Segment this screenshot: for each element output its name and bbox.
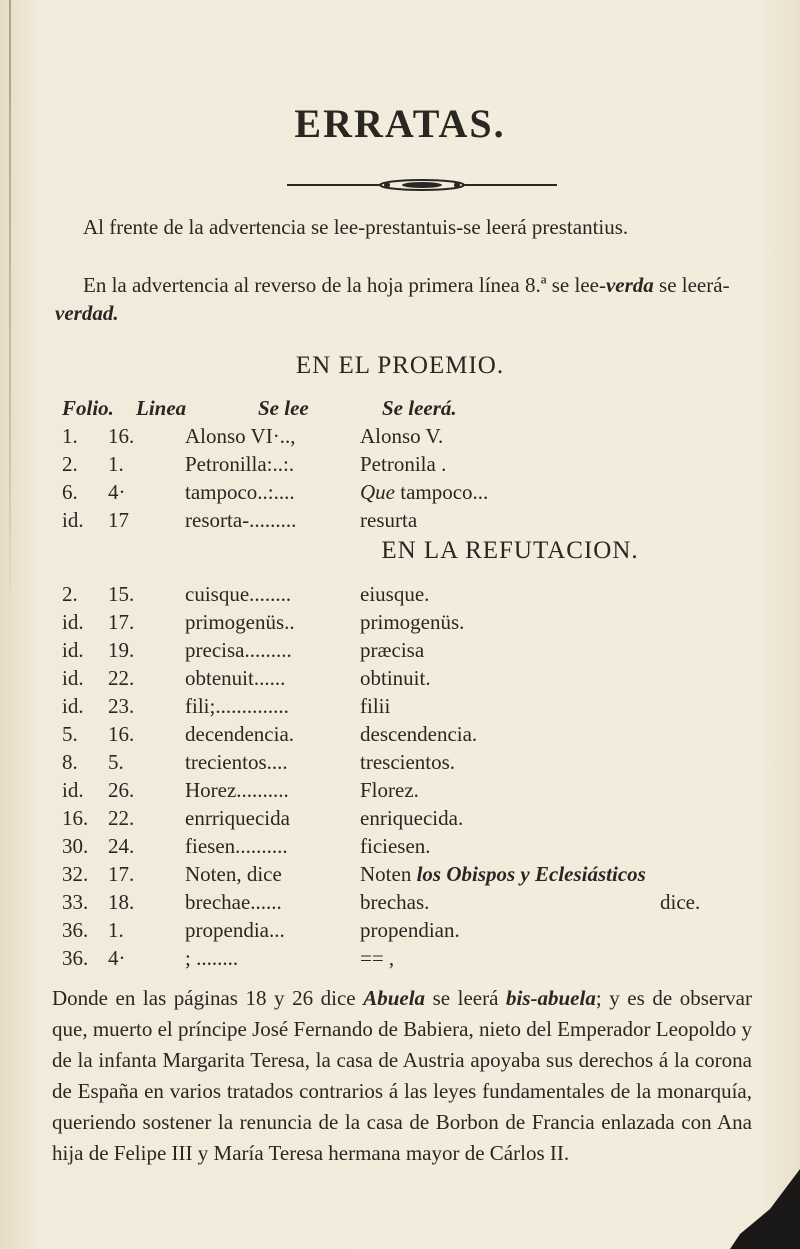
row-folio: 6. [62,480,78,504]
col-linea: Linea [136,396,187,420]
row-se-lee: resorta-......... [185,508,297,532]
errata-row [0,918,800,948]
row-linea: 22. [108,666,135,690]
row-se-lee: brechae...... [185,890,282,914]
intro-text-2b: verda [605,273,654,297]
row-se-leera: Alonso V. [360,424,444,448]
row-folio: id. [62,666,84,690]
row-se-lee: Alonso VI·.., [185,424,296,448]
row-folio: 36. [62,946,89,970]
row-folio: id. [62,778,84,802]
ink-blot-decoration [680,1159,800,1249]
row-se-leera: Que tampoco... [360,480,489,504]
row-linea: 18. [108,890,135,914]
row-linea: 1. [108,452,124,476]
row-linea: 16. [108,722,135,746]
row-se-leera: primogenüs. [360,610,465,634]
errata-row [0,452,800,482]
row-se-lee: decendencia. [185,722,295,746]
col-folio: Folio. [62,396,114,420]
row-se-lee: fiesen.......... [185,834,288,858]
row-se-leera: eiusque. [360,582,430,606]
errata-row [0,778,800,808]
row-folio: 16. [62,806,89,830]
row-se-leera: enriquecida. [360,806,464,830]
row-folio: id. [62,508,84,532]
col-se-leera: Se leerá. [382,396,457,420]
row-se-leera: resurta [360,508,418,532]
errata-row [0,946,800,976]
row-se-lee: tampoco..:.... [185,480,295,504]
row-se-lee: Horez.......... [185,778,289,802]
row-linea: 4· [108,946,126,970]
row-linea: 15. [108,582,135,606]
intro-text-1: Al frente de la advertencia se lee-prestantuis-se leerá prestantius. [83,215,629,239]
row-se-lee: trecientos.... [185,750,288,774]
errata-row [0,424,800,454]
row-se-lee: Petronilla:..:. [185,452,295,476]
row-linea: 19. [108,638,135,662]
closing-text-e: ; y es de observar que, muerto el príncipe José Fernando de Babiera, nieto del Emperador Leopoldo y de la infanta Margarita Teresa, la casa de Austria apoyaba sus derechos á la corona de España en varios tratados contrarios á las leyes fundamentales de la monarquía, queriendo sostener la renuncia de la casa de Borbon de Francia enlazada con Ana hija de Felipe III y María Teresa hermana mayor de Cárlos II. [52,986,752,1165]
row-folio: 36. [62,918,89,942]
intro-paragraph-1 [55,213,755,241]
errata-row [0,722,800,752]
errata-row [0,750,800,780]
row-se-leera: obtinuit. [360,666,431,690]
row-linea: 26. [108,778,135,802]
closing-text-a: Donde en las páginas 18 y 26 dice [52,986,364,1010]
errata-row [0,638,800,668]
row-folio: 32. [62,862,89,886]
row-se-lee: primogenüs.. [185,610,295,634]
row-se-lee: obtenuit...... [185,666,286,690]
row-folio: id. [62,694,84,718]
page-title: ERRATAS. [294,101,506,146]
row-folio: id. [62,610,84,634]
errata-row [0,890,800,920]
row-se-leera: præcisa [360,638,425,662]
row-linea: 23. [108,694,135,718]
section-heading-proemio: EN EL PROEMIO. [295,352,505,379]
section-heading-refutacion: EN LA REFUTACION. [381,537,639,564]
row-linea: 17. [108,862,135,886]
row-se-leera: propendian. [360,918,460,942]
row-se-leera: ficiesen. [360,834,431,858]
row-folio: id. [62,638,84,662]
intro-text-2d: verdad. [55,301,119,325]
row-linea: 1. [108,918,124,942]
row-se-lee: precisa......... [185,638,292,662]
row-folio: 8. [62,750,78,774]
row-linea: 16. [108,424,135,448]
intro-text-2a: En la advertencia al reverso de la hoja primera línea 8.ª se lee- [83,273,606,297]
errata-row [0,862,800,892]
closing-text-b: Abuela [363,986,426,1010]
closing-text-d: bis-abuela [505,986,596,1010]
row-se-leera: Noten los Obispos y Eclesiásticos [360,862,646,886]
intro-paragraph-2 [55,271,755,327]
row-se-lee: propendia... [185,918,285,942]
closing-paragraph [52,983,752,1169]
errata-row [0,666,800,696]
errata-row [0,694,800,724]
col-se-lee: Se lee [258,396,309,420]
errata-row [0,582,800,612]
row-folio: 2. [62,582,78,606]
row-se-leera: Petronila . [360,452,447,476]
row-se-leera: Florez. [360,778,419,802]
row-linea: 17. [108,610,135,634]
row-folio: 30. [62,834,89,858]
row-folio: 1. [62,424,78,448]
row-se-lee: fili;.............. [185,694,289,718]
errata-row [0,480,800,510]
row-se-lee: enrriquecida [185,806,290,830]
row-se-lee: Noten, dice [185,862,282,886]
row-extra: dice. [660,890,701,914]
row-se-leera: descendencia. [360,722,478,746]
row-linea: 5. [108,750,124,774]
errata-row [0,610,800,640]
row-linea: 22. [108,806,135,830]
closing-text-c: se leerá [425,986,506,1010]
column-headers [0,396,800,426]
errata-row [0,508,800,538]
row-folio: 2. [62,452,78,476]
ornament-divider [287,178,557,192]
intro-text-2c: se leerá- [653,273,730,297]
row-folio: 5. [62,722,78,746]
row-linea: 17 [108,508,129,532]
errata-row [0,834,800,864]
row-linea: 4· [108,480,126,504]
row-se-leera: filii [360,694,391,718]
row-se-leera: == , [360,946,395,970]
row-se-lee: ; ........ [185,946,239,970]
row-folio: 33. [62,890,89,914]
row-se-leera: brechas. [360,890,430,914]
row-linea: 24. [108,834,135,858]
row-se-lee: cuisque........ [185,582,292,606]
row-se-leera: trescientos. [360,750,456,774]
errata-row [0,806,800,836]
